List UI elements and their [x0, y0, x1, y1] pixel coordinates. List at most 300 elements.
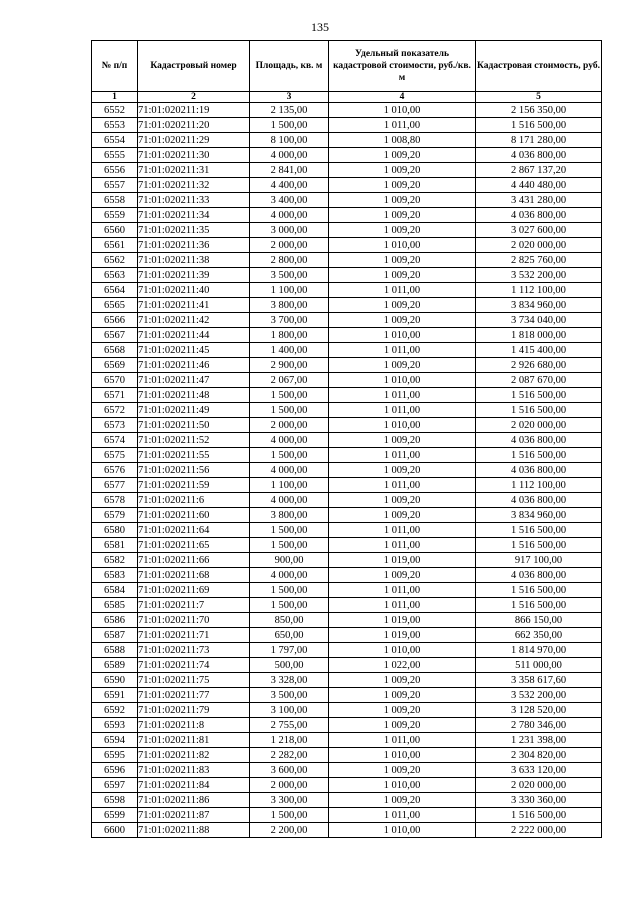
- table-row: [92, 778, 602, 793]
- cell-cadastral-number: 71:01:020211:45: [138, 343, 250, 358]
- table-row: [92, 343, 602, 358]
- cell-row-number: 6561: [92, 238, 138, 253]
- table-row: [92, 553, 602, 568]
- cell-row-number: 6580: [92, 523, 138, 538]
- cell-area: 1 500,00: [250, 598, 329, 613]
- cell-row-number: 6593: [92, 718, 138, 733]
- table-body: [92, 103, 602, 838]
- cell-specific-value: 1 009,20: [329, 493, 476, 508]
- table-row: [92, 763, 602, 778]
- cell-cadastral-number: 71:01:020211:8: [138, 718, 250, 733]
- cell-cadastral-cost: 3 027 600,00: [476, 223, 602, 238]
- cell-cadastral-cost: 917 100,00: [476, 553, 602, 568]
- cell-area: 2 000,00: [250, 778, 329, 793]
- cell-row-number: 6567: [92, 328, 138, 343]
- table-row: [92, 328, 602, 343]
- table-row: [92, 673, 602, 688]
- cell-cadastral-cost: 1 516 500,00: [476, 388, 602, 403]
- cell-cadastral-cost: 3 532 200,00: [476, 688, 602, 703]
- cell-cadastral-number: 71:01:020211:29: [138, 133, 250, 148]
- cell-cadastral-cost: 3 834 960,00: [476, 298, 602, 313]
- table-row: [92, 703, 602, 718]
- header-specific-value: Удельный показатель кадастровой стоимости, руб./кв. м: [329, 41, 476, 92]
- cell-area: 3 800,00: [250, 508, 329, 523]
- cell-row-number: 6586: [92, 613, 138, 628]
- cell-specific-value: 1 011,00: [329, 283, 476, 298]
- cell-row-number: 6553: [92, 118, 138, 133]
- cell-area: 8 100,00: [250, 133, 329, 148]
- cell-area: 2 900,00: [250, 358, 329, 373]
- cell-cadastral-cost: 1 516 500,00: [476, 403, 602, 418]
- cell-area: 2 000,00: [250, 418, 329, 433]
- cell-row-number: 6573: [92, 418, 138, 433]
- cell-cadastral-cost: 511 000,00: [476, 658, 602, 673]
- cell-area: 2 067,00: [250, 373, 329, 388]
- page-number: 135: [311, 20, 329, 34]
- cell-specific-value: 1 009,20: [329, 463, 476, 478]
- cell-cadastral-cost: 2 304 820,00: [476, 748, 602, 763]
- cell-area: 1 500,00: [250, 118, 329, 133]
- column-number: 3: [250, 92, 329, 103]
- cell-specific-value: 1 011,00: [329, 808, 476, 823]
- cell-specific-value: 1 009,20: [329, 148, 476, 163]
- table-row: [92, 238, 602, 253]
- cell-cadastral-number: 71:01:020211:35: [138, 223, 250, 238]
- cell-row-number: 6583: [92, 568, 138, 583]
- table-row: [92, 598, 602, 613]
- cell-cadastral-number: 71:01:020211:47: [138, 373, 250, 388]
- cell-cadastral-number: 71:01:020211:79: [138, 703, 250, 718]
- cell-cadastral-cost: 662 350,00: [476, 628, 602, 643]
- cell-row-number: 6597: [92, 778, 138, 793]
- cell-cadastral-cost: 3 128 520,00: [476, 703, 602, 718]
- cell-area: 1 500,00: [250, 403, 329, 418]
- cell-cadastral-number: 71:01:020211:88: [138, 823, 250, 838]
- cell-area: 4 000,00: [250, 208, 329, 223]
- cell-row-number: 6563: [92, 268, 138, 283]
- cell-row-number: 6565: [92, 298, 138, 313]
- cell-cadastral-cost: 1 112 100,00: [476, 283, 602, 298]
- table-header-row: [92, 41, 602, 92]
- cell-specific-value: 1 011,00: [329, 478, 476, 493]
- cell-cadastral-number: 71:01:020211:66: [138, 553, 250, 568]
- cell-specific-value: 1 009,20: [329, 253, 476, 268]
- cell-specific-value: 1 022,00: [329, 658, 476, 673]
- cell-specific-value: 1 011,00: [329, 598, 476, 613]
- cell-area: 4 000,00: [250, 463, 329, 478]
- cell-area: 3 300,00: [250, 793, 329, 808]
- cell-cadastral-number: 71:01:020211:64: [138, 523, 250, 538]
- cell-cadastral-cost: 1 516 500,00: [476, 808, 602, 823]
- table-row: [92, 583, 602, 598]
- cell-area: 3 100,00: [250, 703, 329, 718]
- cell-cadastral-cost: 1 112 100,00: [476, 478, 602, 493]
- cell-cadastral-cost: 2 087 670,00: [476, 373, 602, 388]
- table-row: [92, 748, 602, 763]
- cell-specific-value: 1 009,20: [329, 208, 476, 223]
- cell-row-number: 6589: [92, 658, 138, 673]
- cell-cadastral-number: 71:01:020211:39: [138, 268, 250, 283]
- cell-area: 4 000,00: [250, 433, 329, 448]
- table-row: [92, 523, 602, 538]
- cell-specific-value: 1 009,20: [329, 793, 476, 808]
- cell-area: 850,00: [250, 613, 329, 628]
- cell-row-number: 6560: [92, 223, 138, 238]
- cell-row-number: 6552: [92, 103, 138, 118]
- cell-row-number: 6557: [92, 178, 138, 193]
- cell-row-number: 6576: [92, 463, 138, 478]
- cell-cadastral-cost: 4 036 800,00: [476, 463, 602, 478]
- cell-specific-value: 1 019,00: [329, 613, 476, 628]
- cell-row-number: 6598: [92, 793, 138, 808]
- cell-specific-value: 1 011,00: [329, 403, 476, 418]
- table-row: [92, 508, 602, 523]
- cell-area: 2 755,00: [250, 718, 329, 733]
- cell-row-number: 6587: [92, 628, 138, 643]
- cell-area: 3 800,00: [250, 298, 329, 313]
- cell-specific-value: 1 011,00: [329, 118, 476, 133]
- cell-specific-value: 1 019,00: [329, 628, 476, 643]
- cell-specific-value: 1 009,20: [329, 163, 476, 178]
- table-row: [92, 448, 602, 463]
- cell-cadastral-number: 71:01:020211:34: [138, 208, 250, 223]
- cell-row-number: 6571: [92, 388, 138, 403]
- table-row: [92, 478, 602, 493]
- cell-row-number: 6585: [92, 598, 138, 613]
- header-row-number: № п/п: [92, 41, 138, 92]
- cell-cadastral-number: 71:01:020211:70: [138, 613, 250, 628]
- cell-row-number: 6555: [92, 148, 138, 163]
- column-number: 1: [92, 92, 138, 103]
- cell-cadastral-cost: 4 036 800,00: [476, 493, 602, 508]
- cell-cadastral-number: 71:01:020211:68: [138, 568, 250, 583]
- cell-cadastral-number: 71:01:020211:33: [138, 193, 250, 208]
- cell-specific-value: 1 009,20: [329, 568, 476, 583]
- cell-area: 1 500,00: [250, 448, 329, 463]
- cell-specific-value: 1 010,00: [329, 328, 476, 343]
- table-row: [92, 433, 602, 448]
- cell-cadastral-cost: 1 516 500,00: [476, 523, 602, 538]
- cell-cadastral-number: 71:01:020211:86: [138, 793, 250, 808]
- cell-row-number: 6564: [92, 283, 138, 298]
- cell-row-number: 6569: [92, 358, 138, 373]
- cell-cadastral-number: 71:01:020211:44: [138, 328, 250, 343]
- cell-cadastral-cost: 1 516 500,00: [476, 538, 602, 553]
- cell-cadastral-cost: 1 814 970,00: [476, 643, 602, 658]
- cell-cadastral-cost: 8 171 280,00: [476, 133, 602, 148]
- cell-specific-value: 1 010,00: [329, 103, 476, 118]
- cell-cadastral-number: 71:01:020211:36: [138, 238, 250, 253]
- cell-cadastral-number: 71:01:020211:52: [138, 433, 250, 448]
- cell-row-number: 6579: [92, 508, 138, 523]
- cell-cadastral-number: 71:01:020211:38: [138, 253, 250, 268]
- cell-cadastral-cost: 866 150,00: [476, 613, 602, 628]
- cell-cadastral-number: 71:01:020211:49: [138, 403, 250, 418]
- header-area: Площадь, кв. м: [250, 41, 329, 92]
- cell-row-number: 6558: [92, 193, 138, 208]
- cell-area: 2 200,00: [250, 823, 329, 838]
- cell-row-number: 6554: [92, 133, 138, 148]
- column-number: 2: [138, 92, 250, 103]
- table-row: [92, 613, 602, 628]
- table-row: [92, 403, 602, 418]
- cell-area: 1 100,00: [250, 283, 329, 298]
- cell-area: 3 328,00: [250, 673, 329, 688]
- cell-row-number: 6591: [92, 688, 138, 703]
- cell-cadastral-cost: 3 330 360,00: [476, 793, 602, 808]
- cell-area: 4 000,00: [250, 493, 329, 508]
- cell-specific-value: 1 010,00: [329, 643, 476, 658]
- cell-row-number: 6572: [92, 403, 138, 418]
- table-row: [92, 643, 602, 658]
- column-number: 5: [476, 92, 602, 103]
- cell-row-number: 6581: [92, 538, 138, 553]
- cell-row-number: 6596: [92, 763, 138, 778]
- cell-row-number: 6556: [92, 163, 138, 178]
- cell-cadastral-cost: 2 926 680,00: [476, 358, 602, 373]
- cell-cadastral-number: 71:01:020211:31: [138, 163, 250, 178]
- table-row: [92, 208, 602, 223]
- cell-specific-value: 1 010,00: [329, 373, 476, 388]
- header-cadastral-number: Кадастровый номер: [138, 41, 250, 92]
- cell-area: 2 282,00: [250, 748, 329, 763]
- cell-cadastral-cost: 2 867 137,20: [476, 163, 602, 178]
- cell-cadastral-cost: 2 825 760,00: [476, 253, 602, 268]
- cell-row-number: 6594: [92, 733, 138, 748]
- cell-area: 1 500,00: [250, 523, 329, 538]
- cell-cadastral-cost: 2 020 000,00: [476, 238, 602, 253]
- cell-area: 2 841,00: [250, 163, 329, 178]
- table-row: [92, 568, 602, 583]
- cell-specific-value: 1 009,20: [329, 178, 476, 193]
- table-row: [92, 283, 602, 298]
- cell-cadastral-number: 71:01:020211:41: [138, 298, 250, 313]
- table-row: [92, 253, 602, 268]
- table-row: [92, 658, 602, 673]
- cell-row-number: 6584: [92, 583, 138, 598]
- cell-specific-value: 1 009,20: [329, 223, 476, 238]
- cell-cadastral-cost: 2 020 000,00: [476, 778, 602, 793]
- cell-cadastral-number: 71:01:020211:83: [138, 763, 250, 778]
- cell-cadastral-number: 71:01:020211:42: [138, 313, 250, 328]
- cell-row-number: 6582: [92, 553, 138, 568]
- cell-area: 1 500,00: [250, 583, 329, 598]
- cell-cadastral-cost: 3 633 120,00: [476, 763, 602, 778]
- cell-cadastral-number: 71:01:020211:82: [138, 748, 250, 763]
- cell-specific-value: 1 011,00: [329, 388, 476, 403]
- table-row: [92, 223, 602, 238]
- cell-cadastral-number: 71:01:020211:19: [138, 103, 250, 118]
- cell-cadastral-cost: 4 036 800,00: [476, 148, 602, 163]
- cell-specific-value: 1 009,20: [329, 703, 476, 718]
- cell-cadastral-number: 71:01:020211:65: [138, 538, 250, 553]
- table-row: [92, 388, 602, 403]
- cell-specific-value: 1 011,00: [329, 343, 476, 358]
- cadastral-value-table: [91, 40, 602, 838]
- cell-row-number: 6574: [92, 433, 138, 448]
- cell-row-number: 6559: [92, 208, 138, 223]
- cell-specific-value: 1 010,00: [329, 823, 476, 838]
- cell-specific-value: 1 019,00: [329, 553, 476, 568]
- cell-area: 500,00: [250, 658, 329, 673]
- cell-area: 650,00: [250, 628, 329, 643]
- cell-row-number: 6600: [92, 823, 138, 838]
- cell-cadastral-number: 71:01:020211:77: [138, 688, 250, 703]
- cell-area: 3 600,00: [250, 763, 329, 778]
- cell-cadastral-cost: 3 834 960,00: [476, 508, 602, 523]
- cell-area: 3 400,00: [250, 193, 329, 208]
- cell-cadastral-number: 71:01:020211:71: [138, 628, 250, 643]
- cell-area: 1 797,00: [250, 643, 329, 658]
- table-row: [92, 418, 602, 433]
- cell-specific-value: 1 009,20: [329, 268, 476, 283]
- cell-specific-value: 1 009,20: [329, 313, 476, 328]
- cell-cadastral-number: 71:01:020211:20: [138, 118, 250, 133]
- header-cadastral-cost: Кадастровая стоимость, руб.: [476, 41, 602, 92]
- cell-cadastral-number: 71:01:020211:75: [138, 673, 250, 688]
- cell-area: 1 800,00: [250, 328, 329, 343]
- table-row: [92, 463, 602, 478]
- cell-cadastral-cost: 2 222 000,00: [476, 823, 602, 838]
- cell-cadastral-number: 71:01:020211:46: [138, 358, 250, 373]
- table-row: [92, 733, 602, 748]
- table-row: [92, 193, 602, 208]
- cell-area: 3 500,00: [250, 688, 329, 703]
- cell-cadastral-cost: 3 532 200,00: [476, 268, 602, 283]
- cell-cadastral-number: 71:01:020211:69: [138, 583, 250, 598]
- cell-row-number: 6568: [92, 343, 138, 358]
- cell-specific-value: 1 011,00: [329, 583, 476, 598]
- cell-area: 1 400,00: [250, 343, 329, 358]
- cell-area: 3 700,00: [250, 313, 329, 328]
- cell-row-number: 6577: [92, 478, 138, 493]
- cell-cadastral-number: 71:01:020211:40: [138, 283, 250, 298]
- cell-area: 3 000,00: [250, 223, 329, 238]
- cell-specific-value: 1 009,20: [329, 688, 476, 703]
- cell-specific-value: 1 010,00: [329, 238, 476, 253]
- cell-cadastral-number: 71:01:020211:50: [138, 418, 250, 433]
- cell-specific-value: 1 011,00: [329, 523, 476, 538]
- table-row: [92, 358, 602, 373]
- cell-area: 4 400,00: [250, 178, 329, 193]
- cell-cadastral-cost: 4 036 800,00: [476, 208, 602, 223]
- cell-cadastral-cost: 2 020 000,00: [476, 418, 602, 433]
- table-row: [92, 823, 602, 838]
- cell-area: 1 500,00: [250, 808, 329, 823]
- cell-cadastral-cost: 1 415 400,00: [476, 343, 602, 358]
- table-row: [92, 793, 602, 808]
- cell-cadastral-cost: 4 440 480,00: [476, 178, 602, 193]
- cell-cadastral-cost: 3 431 280,00: [476, 193, 602, 208]
- cell-cadastral-cost: 2 156 350,00: [476, 103, 602, 118]
- cell-cadastral-cost: 3 358 617,60: [476, 673, 602, 688]
- cell-cadastral-number: 71:01:020211:30: [138, 148, 250, 163]
- cell-cadastral-number: 71:01:020211:6: [138, 493, 250, 508]
- cell-row-number: 6599: [92, 808, 138, 823]
- cell-specific-value: 1 008,80: [329, 133, 476, 148]
- cell-specific-value: 1 009,20: [329, 433, 476, 448]
- table-row: [92, 313, 602, 328]
- cell-cadastral-cost: 2 780 346,00: [476, 718, 602, 733]
- cell-cadastral-cost: 1 516 500,00: [476, 583, 602, 598]
- cell-cadastral-number: 71:01:020211:60: [138, 508, 250, 523]
- table-row: [92, 373, 602, 388]
- cell-row-number: 6570: [92, 373, 138, 388]
- cell-cadastral-number: 71:01:020211:48: [138, 388, 250, 403]
- cell-area: 2 800,00: [250, 253, 329, 268]
- cell-specific-value: 1 011,00: [329, 448, 476, 463]
- table-row: [92, 688, 602, 703]
- cell-row-number: 6590: [92, 673, 138, 688]
- cell-area: 2 135,00: [250, 103, 329, 118]
- table-row: [92, 493, 602, 508]
- table-row: [92, 103, 602, 118]
- cell-specific-value: 1 011,00: [329, 733, 476, 748]
- cell-cadastral-number: 71:01:020211:59: [138, 478, 250, 493]
- cell-row-number: 6575: [92, 448, 138, 463]
- cell-area: 2 000,00: [250, 238, 329, 253]
- cell-specific-value: 1 010,00: [329, 778, 476, 793]
- table-row: [92, 163, 602, 178]
- cell-cadastral-cost: 1 818 000,00: [476, 328, 602, 343]
- cell-cadastral-cost: 1 516 500,00: [476, 448, 602, 463]
- table-row: [92, 268, 602, 283]
- cell-cadastral-cost: 1 516 500,00: [476, 598, 602, 613]
- cell-cadastral-number: 71:01:020211:87: [138, 808, 250, 823]
- table-row: [92, 628, 602, 643]
- table-row: [92, 718, 602, 733]
- cell-row-number: 6566: [92, 313, 138, 328]
- cell-row-number: 6595: [92, 748, 138, 763]
- cell-area: 1 100,00: [250, 478, 329, 493]
- cell-cadastral-number: 71:01:020211:81: [138, 733, 250, 748]
- cell-area: 4 000,00: [250, 148, 329, 163]
- cell-cadastral-number: 71:01:020211:7: [138, 598, 250, 613]
- cell-specific-value: 1 010,00: [329, 748, 476, 763]
- table-row: [92, 148, 602, 163]
- cell-cadastral-number: 71:01:020211:32: [138, 178, 250, 193]
- cell-specific-value: 1 009,20: [329, 358, 476, 373]
- cell-area: 1 500,00: [250, 538, 329, 553]
- cell-cadastral-number: 71:01:020211:73: [138, 643, 250, 658]
- table-row: [92, 178, 602, 193]
- cell-area: 3 500,00: [250, 268, 329, 283]
- cell-row-number: 6562: [92, 253, 138, 268]
- column-number-row: [92, 92, 602, 103]
- cell-area: 900,00: [250, 553, 329, 568]
- cell-specific-value: 1 009,20: [329, 508, 476, 523]
- table-row: [92, 133, 602, 148]
- cell-cadastral-cost: 4 036 800,00: [476, 568, 602, 583]
- cell-cadastral-number: 71:01:020211:55: [138, 448, 250, 463]
- table-row: [92, 538, 602, 553]
- cell-cadastral-number: 71:01:020211:56: [138, 463, 250, 478]
- table-row: [92, 808, 602, 823]
- cell-area: 4 000,00: [250, 568, 329, 583]
- cell-cadastral-cost: 1 231 398,00: [476, 733, 602, 748]
- cell-cadastral-number: 71:01:020211:84: [138, 778, 250, 793]
- cell-specific-value: 1 009,20: [329, 763, 476, 778]
- cell-cadastral-cost: 1 516 500,00: [476, 118, 602, 133]
- cell-row-number: 6588: [92, 643, 138, 658]
- cell-specific-value: 1 009,20: [329, 673, 476, 688]
- cell-specific-value: 1 009,20: [329, 298, 476, 313]
- cell-area: 1 500,00: [250, 388, 329, 403]
- cell-specific-value: 1 011,00: [329, 538, 476, 553]
- cell-area: 1 218,00: [250, 733, 329, 748]
- cell-row-number: 6592: [92, 703, 138, 718]
- table-row: [92, 118, 602, 133]
